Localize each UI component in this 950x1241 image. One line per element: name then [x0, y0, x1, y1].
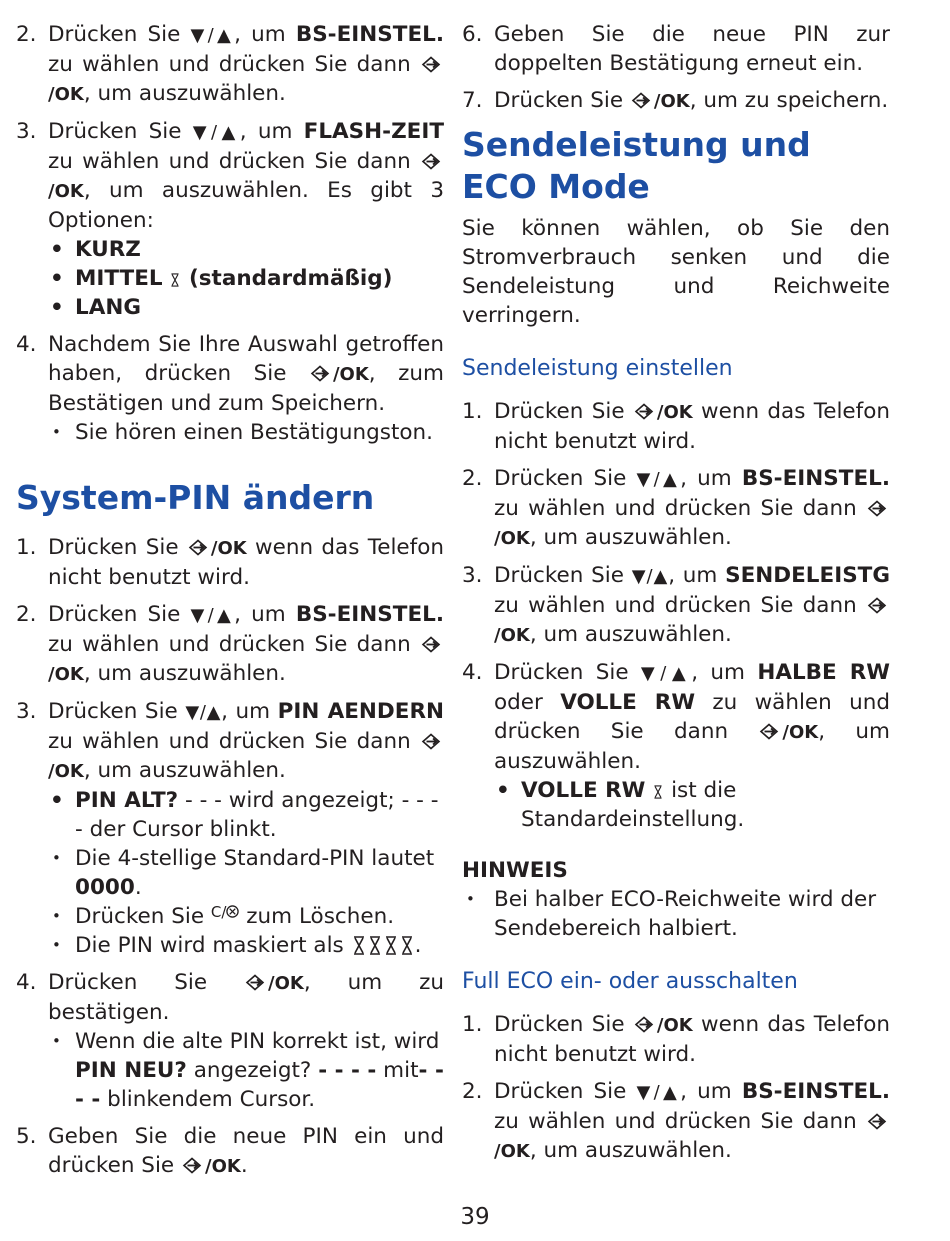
talk-ok-key-icon	[244, 974, 268, 991]
note-heading: HINWEIS	[462, 858, 568, 883]
step-number: 2.	[16, 22, 37, 47]
list-item	[462, 1010, 890, 1069]
step-number: 1.	[462, 399, 483, 424]
step-text: Drücken Sie ▼/▲, um BS-EINSTEL. zu wählen und drücken Sie dann /OK, um auszuwählen.	[494, 466, 890, 550]
options-list	[48, 235, 444, 322]
step-number: 3.	[462, 563, 483, 588]
step-number: 3.	[16, 699, 37, 724]
sub-list	[494, 776, 890, 834]
step-text: Drücken Sie ▼/▲, um PIN AENDERN zu wählen und drücken Sie dann /OK, um auszuwählen.	[48, 699, 444, 783]
list-item: • VOLLE RW ist die Standardeinstellung.	[496, 778, 745, 832]
step-number: 4.	[16, 970, 37, 995]
step-text: Drücken Sie ▼/▲, um HALBE RW oder VOLLE RW zu wählen und drücken Sie dann /OK, um auszuwählen.	[494, 660, 891, 774]
eco-intro: Sie können wählen, ob Sie den Stromverbrauch senken und die Sendeleistung und Reichweite verringern.	[462, 216, 890, 328]
talk-ok-key-icon	[420, 153, 444, 170]
list-item: • LANG	[50, 295, 141, 320]
list-item: • MITTEL (standardmäßig)	[50, 266, 393, 291]
mask-star-icon	[170, 272, 180, 288]
step-text: Drücken Sie /OK wenn das Telefon nicht benutzt wird.	[48, 535, 444, 590]
list-item: • Die PIN wird maskiert als .	[52, 933, 422, 958]
nav-keys-icon: ▼/▲	[192, 122, 240, 143]
step-number: 3.	[16, 119, 37, 144]
list-item	[16, 600, 444, 689]
talk-ok-key-icon	[866, 500, 890, 517]
step-number: 7.	[462, 88, 483, 113]
list-item	[16, 117, 444, 322]
step-text: Drücken Sie /OK, um zu speichern.	[494, 88, 889, 113]
list-item	[16, 1122, 444, 1181]
steps-list-pin	[16, 533, 444, 1181]
steps-list-top	[16, 20, 444, 447]
page-number: 39	[460, 1204, 490, 1230]
list-item	[462, 561, 890, 650]
clear-key-icon: C/	[211, 905, 240, 918]
steps-list-eco	[462, 1010, 890, 1166]
right-column	[462, 20, 890, 1174]
talk-ok-key-icon	[181, 1157, 205, 1174]
step-text: Geben Sie die neue PIN zur doppelten Bestätigung erneut ein.	[494, 22, 890, 76]
step-text: Drücken Sie /OK wenn das Telefon nicht benutzt wird.	[494, 1012, 890, 1067]
nav-keys-icon: ▼/▲	[640, 663, 692, 684]
left-column	[16, 20, 444, 1189]
step-number: 5.	[16, 1124, 37, 1149]
talk-ok-key-icon	[633, 1016, 657, 1033]
nav-keys-icon: ▼/▲	[190, 605, 235, 626]
list-item	[462, 20, 890, 78]
step-number: 2.	[462, 466, 483, 491]
talk-ok-key-icon	[866, 597, 890, 614]
step-text: Drücken Sie ▼/▲, um BS-EINSTEL. zu wählen und drücken Sie dann /OK, um auszuwählen.	[494, 1079, 890, 1163]
steps-list-pin-cont	[462, 20, 890, 116]
sub-list	[48, 418, 444, 447]
step-text: Drücken Sie /OK, um zu bestätigen.	[48, 970, 444, 1025]
step-text: Drücken Sie ▼/▲, um BS-EINSTEL. zu wählen und drücken Sie dann /OK, um auszuwählen.	[48, 22, 444, 106]
step-text: Drücken Sie ▼/▲, um SENDELEISTG zu wählen und drücken Sie dann /OK, um auszuwählen.	[494, 563, 890, 647]
subheading-full-eco: Full ECO ein- oder ausschalten	[462, 969, 798, 994]
nav-keys-icon: ▼/▲	[636, 469, 681, 490]
subheading-sendeleistung: Sendeleistung einstellen	[462, 356, 733, 381]
step-text: Nachdem Sie Ihre Auswahl getroffen haben, drücken Sie /OK, zum Bestätigen und zum Speichern.	[48, 332, 444, 416]
section-heading-system-pin: System-PIN ändern	[16, 478, 375, 517]
step-number: 2.	[462, 1079, 483, 1104]
list-item: • Drücken Sie C/ zum Löschen.	[52, 903, 395, 929]
list-item	[16, 968, 444, 1114]
step-text: Drücken Sie ▼/▲, um FLASH-ZEIT zu wählen und drücken Sie dann /OK, um auszuwählen. Es gibt 3 Optionen:	[48, 119, 445, 233]
talk-ok-key-icon	[187, 539, 211, 556]
talk-ok-key-icon	[758, 723, 782, 740]
nav-keys-icon: ▼/▲	[636, 1082, 681, 1103]
list-item	[462, 86, 890, 116]
talk-ok-key-icon	[630, 92, 654, 109]
list-item	[16, 20, 444, 109]
list-item: • PIN ALT? - - - wird angezeigt; - - - - der Cursor blinkt.	[50, 788, 439, 842]
step-text: Geben Sie die neue PIN ein und drücken Sie /OK.	[48, 1124, 444, 1178]
mask-star-icon	[653, 784, 663, 800]
step-number: 1.	[16, 535, 37, 560]
talk-ok-key-icon	[866, 1113, 890, 1130]
talk-ok-key-icon	[309, 365, 333, 382]
section-heading-eco: Sendeleistung und ECO Mode	[462, 125, 811, 206]
nav-keys-icon: ▼/▲	[185, 702, 222, 723]
list-item	[462, 464, 890, 553]
list-item	[462, 658, 890, 834]
nav-keys-icon: ▼/▲	[190, 25, 235, 46]
list-item: • Sie hören einen Bestätigungston.	[52, 420, 434, 445]
list-item	[16, 330, 444, 447]
step-number: 4.	[16, 332, 37, 357]
sub-list	[48, 1027, 444, 1114]
nav-keys-icon: ▼/▲	[631, 566, 669, 587]
talk-ok-key-icon	[633, 403, 657, 420]
step-number: 2.	[16, 602, 37, 627]
list-item	[16, 533, 444, 592]
list-item: • Bei halber ECO-Reichweite wird der Sendebereich halbiert.	[466, 887, 877, 941]
sub-list	[48, 786, 444, 960]
list-item	[16, 697, 444, 960]
list-item	[462, 1077, 890, 1166]
list-item	[462, 397, 890, 456]
step-text: Drücken Sie /OK wenn das Telefon nicht benutzt wird.	[494, 399, 890, 454]
list-item: • Die 4-stellige Standard-PIN lautet 0000.	[52, 846, 435, 900]
talk-ok-key-icon	[420, 636, 444, 653]
mask-star-icon	[351, 933, 415, 958]
note-list	[462, 885, 890, 943]
step-number: 4.	[462, 660, 483, 685]
talk-ok-key-icon	[420, 733, 444, 750]
step-number: 6.	[462, 22, 483, 47]
step-text: Drücken Sie ▼/▲, um BS-EINSTEL. zu wählen und drücken Sie dann /OK, um auszuwählen.	[48, 602, 444, 686]
list-item: • Wenn die alte PIN korrekt ist, wird PIN NEU? angezeigt? - - - - mit- - - - blinkendem Cursor.	[52, 1029, 444, 1112]
step-number: 1.	[462, 1012, 483, 1037]
list-item: • KURZ	[50, 237, 141, 262]
talk-ok-key-icon	[420, 56, 444, 73]
steps-list-send	[462, 397, 890, 834]
